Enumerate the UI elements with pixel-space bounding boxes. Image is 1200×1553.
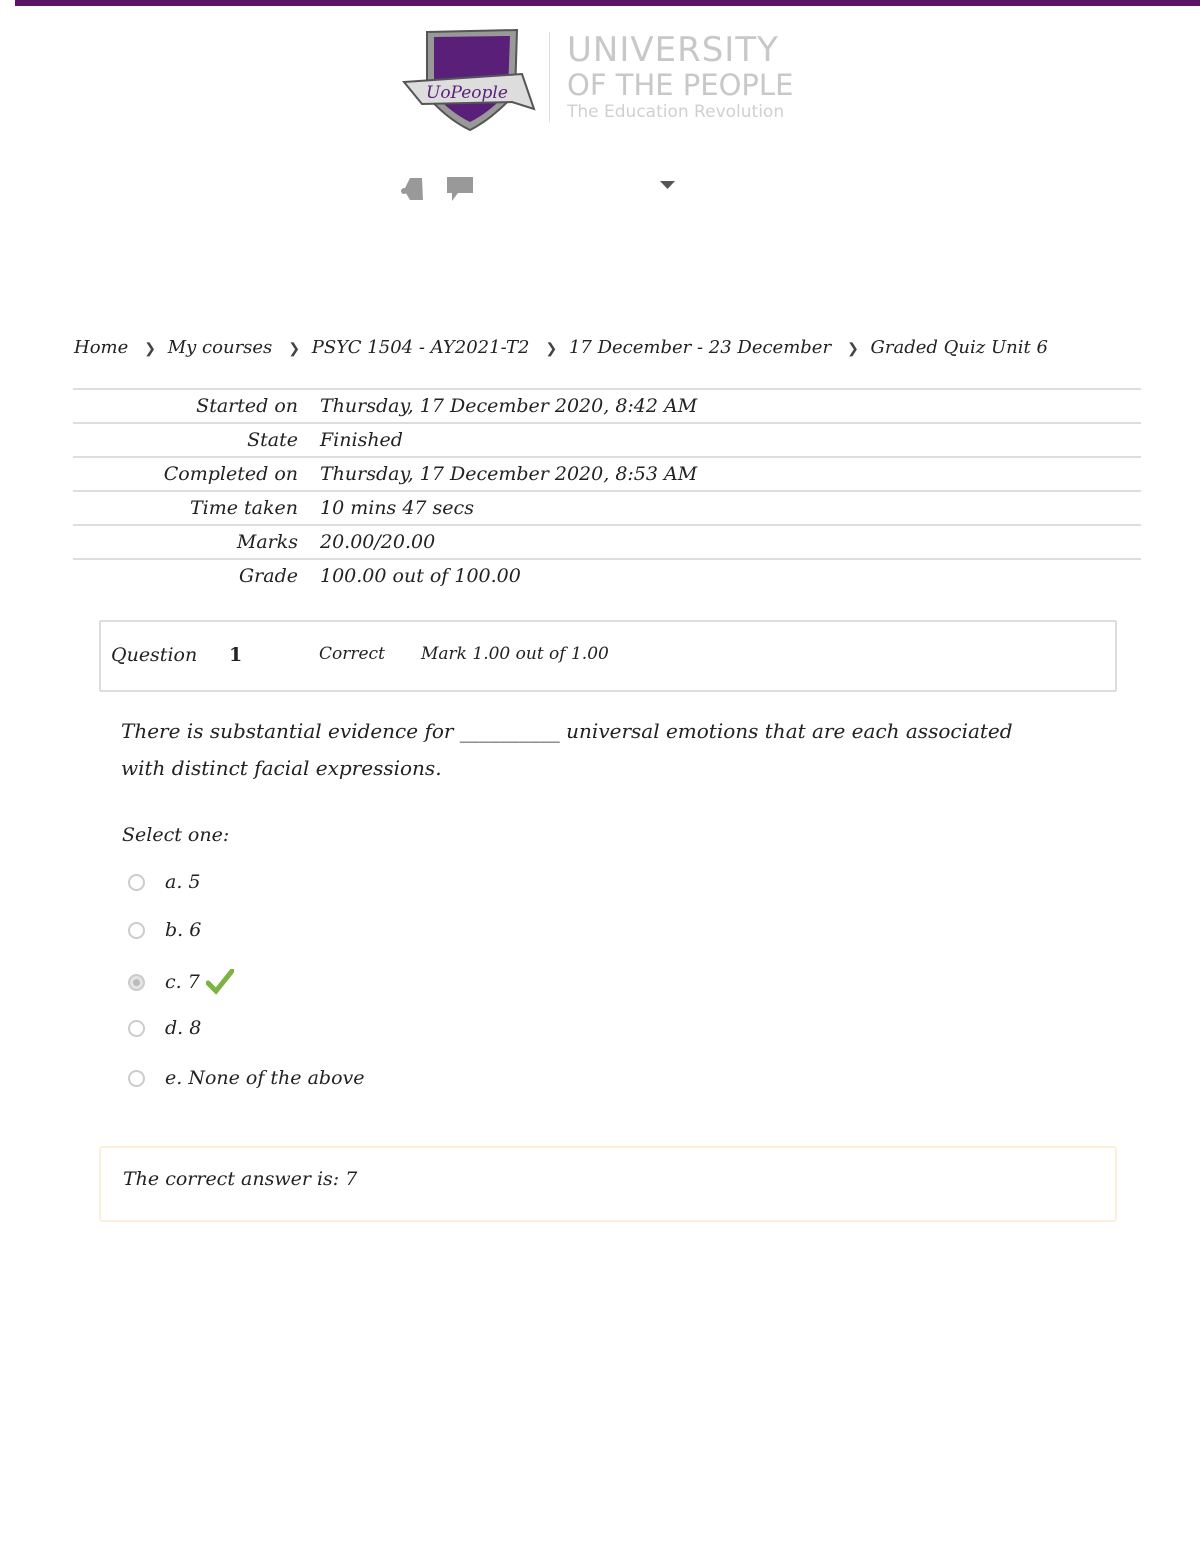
question-title: Question	[111, 644, 198, 666]
table-row	[73, 559, 1141, 592]
check-icon	[206, 969, 234, 995]
chevron-down-icon[interactable]	[660, 180, 676, 190]
breadcrumb-my-courses[interactable]: My courses	[167, 337, 273, 358]
breadcrumb-week[interactable]: 17 December - 23 December	[568, 337, 832, 358]
option-e[interactable]	[128, 1067, 364, 1089]
question-info-box	[99, 620, 1117, 692]
breadcrumb-course[interactable]: PSYC 1504 - AY2021-T2	[311, 337, 530, 358]
brand-tagline: The Education Revolution	[567, 102, 785, 122]
summary-value: Finished	[320, 423, 1141, 457]
option-label: b. 6	[165, 919, 202, 941]
feedback-box	[99, 1146, 1117, 1222]
top-bar	[15, 0, 1200, 6]
table-row	[73, 491, 1141, 525]
logo-divider	[549, 32, 550, 122]
message-icon[interactable]	[446, 176, 474, 202]
option-a[interactable]	[128, 871, 201, 893]
breadcrumb-quiz[interactable]: Graded Quiz Unit 6	[870, 337, 1048, 358]
summary-label: State	[73, 423, 320, 457]
radio-button-selected[interactable]	[128, 974, 145, 991]
correct-answer-text: The correct answer is: 7	[123, 1168, 358, 1190]
breadcrumb-home[interactable]: Home	[74, 337, 129, 358]
option-label: e. None of the above	[165, 1067, 365, 1089]
select-one-label: Select one:	[122, 824, 230, 846]
attempt-summary-table	[73, 388, 1141, 592]
option-label: a. 5	[165, 871, 201, 893]
breadcrumb	[74, 337, 1054, 358]
summary-label: Time taken	[73, 491, 320, 525]
table-row	[73, 525, 1141, 559]
question-text: There is substantial evidence for __________ universal emotions that are each associated with distinct facial expressions.	[121, 719, 1013, 780]
question-number: 1	[229, 644, 243, 666]
brand-line1: UNIVERSITY	[567, 30, 779, 70]
brand-line2: OF THE PEOPLE	[567, 68, 794, 102]
summary-value: Thursday, 17 December 2020, 8:53 AM	[320, 457, 1141, 491]
chevron-right-icon: ❯	[288, 341, 301, 357]
question-status: Correct	[319, 644, 385, 664]
chevron-right-icon: ❯	[847, 341, 859, 357]
summary-label: Started on	[73, 389, 320, 423]
option-label: d. 8	[165, 1017, 202, 1039]
summary-label: Grade	[73, 559, 320, 592]
chevron-right-icon: ❯	[545, 341, 558, 357]
summary-value: 10 mins 47 secs	[320, 491, 1141, 525]
chevron-right-icon: ❯	[144, 341, 156, 357]
svg-text:UoPeople: UoPeople	[426, 83, 508, 103]
summary-value: 20.00/20.00	[320, 525, 1141, 559]
summary-label: Completed on	[73, 457, 320, 491]
radio-button[interactable]	[128, 1070, 145, 1087]
radio-button[interactable]	[128, 922, 145, 939]
bell-icon[interactable]	[400, 174, 426, 202]
summary-value: 100.00 out of 100.00	[320, 559, 1141, 592]
table-row	[73, 457, 1141, 491]
radio-button[interactable]	[128, 874, 145, 891]
radio-button[interactable]	[128, 1020, 145, 1037]
question-mark: Mark 1.00 out of 1.00	[421, 644, 609, 664]
table-row	[73, 423, 1141, 457]
option-b[interactable]	[128, 919, 201, 941]
option-c[interactable]	[128, 969, 234, 995]
summary-label: Marks	[73, 525, 320, 559]
summary-value: Thursday, 17 December 2020, 8:42 AM	[320, 389, 1141, 423]
uopeople-logo[interactable]	[402, 24, 536, 134]
table-row	[73, 389, 1141, 423]
option-label: c. 7	[165, 971, 200, 993]
option-d[interactable]	[128, 1017, 201, 1039]
